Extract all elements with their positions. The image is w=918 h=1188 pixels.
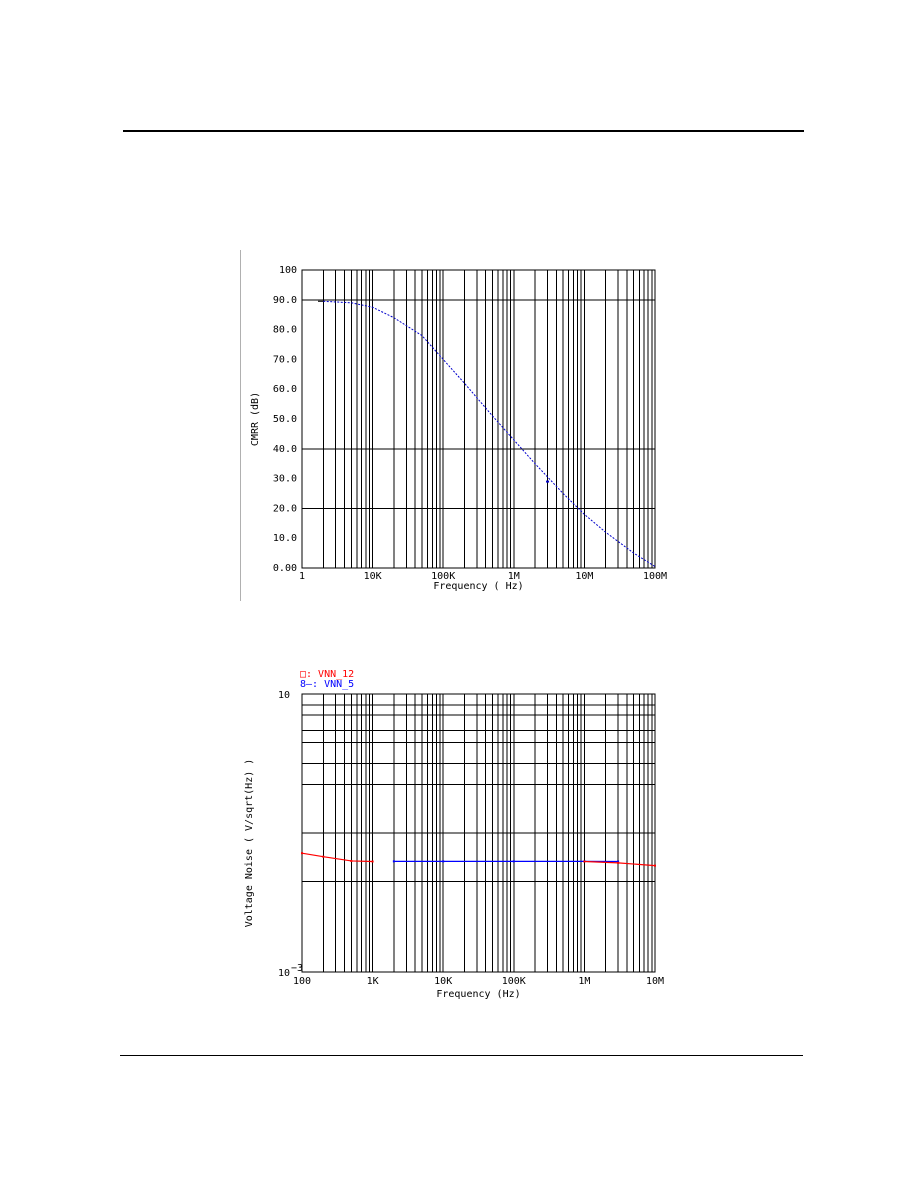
x-tick-label: 100K xyxy=(431,571,456,582)
y-tick-label: 40.0 xyxy=(272,443,297,455)
x-axis-label: Frequency ( Hz) xyxy=(433,581,524,592)
y-tick-label: 80.0 xyxy=(272,324,297,336)
x-tick-label: 100M xyxy=(642,571,668,582)
x-tick-label: 10M xyxy=(645,976,665,987)
series-marker xyxy=(513,860,515,862)
x-tick-label: 10K xyxy=(363,571,382,582)
legend-entry: □: VNN_12 xyxy=(300,669,355,680)
y-tick-label: 90.0 xyxy=(272,294,297,306)
y-tick-label: 60.0 xyxy=(272,384,297,396)
y-tick-exponent: −3 xyxy=(291,963,304,974)
series-marker xyxy=(654,865,656,867)
y-tick-label: 0.00 xyxy=(272,563,297,574)
series-marker xyxy=(301,852,303,854)
y-tick-base: 10 xyxy=(277,968,290,979)
x-tick-label: 1 xyxy=(298,571,306,582)
y-tick-label xyxy=(278,690,290,701)
x-tick-label: 100K xyxy=(501,976,526,987)
y-tick-label: 100 xyxy=(278,265,297,276)
legend-entry: 8–: VNN_5 xyxy=(300,679,355,690)
y-tick-base: 10 xyxy=(277,690,290,701)
y-tick-label: 10.0 xyxy=(272,533,297,545)
x-tick-label: 1M xyxy=(578,976,591,987)
footer-rule xyxy=(120,1055,803,1056)
y-tick-label: 30.0 xyxy=(272,473,297,485)
series-marker xyxy=(442,860,444,862)
x-axis-label: Frequency (Hz) xyxy=(436,989,521,1000)
y-tick-label: 50.0 xyxy=(272,414,297,425)
x-tick-label: 1K xyxy=(366,976,379,987)
series-marker xyxy=(583,860,585,862)
x-tick-label: 10M xyxy=(575,571,594,582)
series-marker xyxy=(393,860,395,862)
series-marker xyxy=(322,856,324,858)
series-marker xyxy=(617,862,619,864)
series-marker xyxy=(350,860,352,862)
series-marker xyxy=(372,860,374,862)
x-tick-label: 100 xyxy=(292,976,312,987)
y-tick-label: 20.0 xyxy=(272,503,297,515)
x-tick-label: 1M xyxy=(507,571,520,582)
x-tick-label: 10K xyxy=(434,976,453,987)
y-axis-label: Voltage Noise ( V/sqrt(Hz) ) xyxy=(244,758,255,928)
y-tick-label: 70.0 xyxy=(272,354,297,366)
y-axis-label: CMRR (dB) xyxy=(250,391,261,447)
